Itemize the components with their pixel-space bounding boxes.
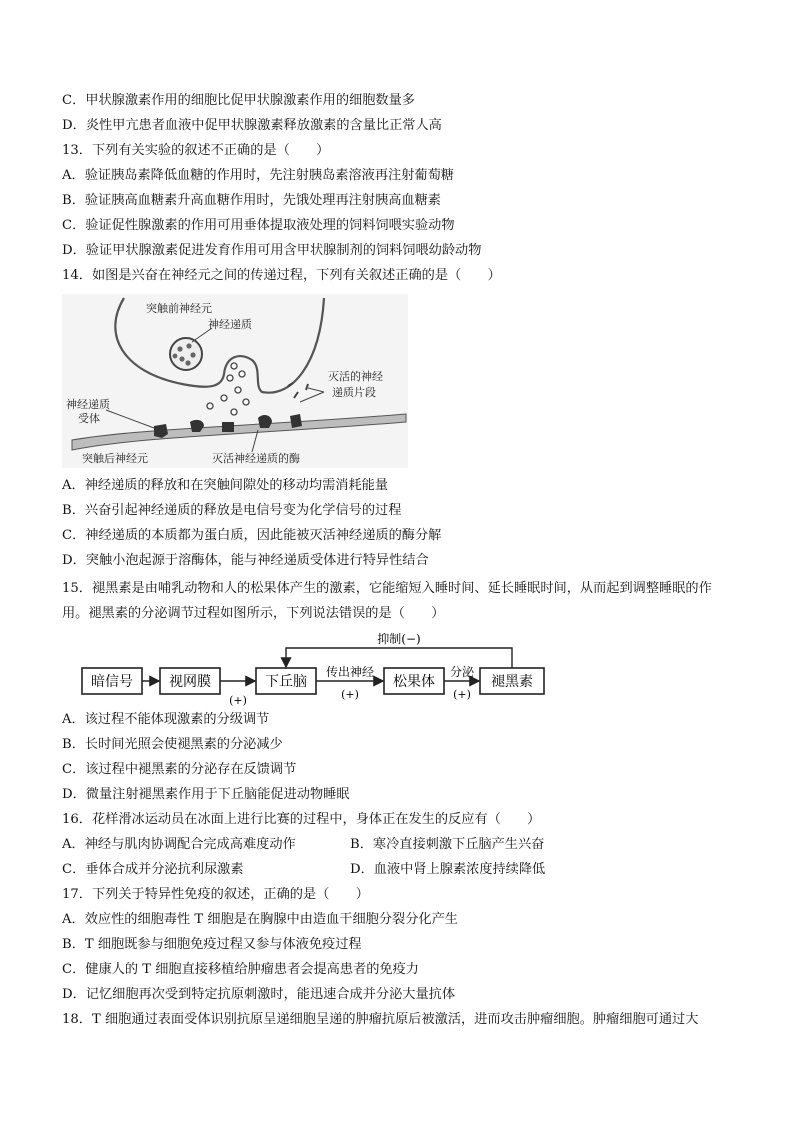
q16-option-d: D．血液中肾上腺素浓度持续降低: [350, 862, 546, 877]
q17-option-b: B．T 细胞既参与细胞免疫过程又参与体液免疫过程: [62, 937, 362, 952]
label-plus-1: (+): [229, 694, 247, 707]
label-receptor-1: 神经递质: [66, 398, 110, 411]
q18-stem: 18．T 细胞通过表面受体识别抗原呈递细胞呈递的肿瘤抗原后被激活，进而攻击肿瘤细胞。肿瘤细胞可通过大: [62, 1012, 699, 1027]
feedback-arrow: [286, 648, 512, 668]
synapse-diagram: [62, 294, 408, 468]
label-melatonin: 褪黑素: [491, 674, 533, 690]
q16-option-a: A．神经与肌肉协调配合完成高难度动作: [62, 837, 296, 852]
melatonin-flow-diagram: [62, 628, 562, 708]
q12-option-d: D．炎性甲亢患者血液中促甲状腺激素释放激素的含量比正常人高: [62, 118, 442, 133]
q16-option-b: B．寒冷直接刺激下丘脑产生兴奋: [350, 837, 545, 852]
label-fragment-2: 递质片段: [332, 386, 376, 399]
q14-option-a: A．神经递质的释放和在突触间隙处的移动均需消耗能量: [62, 478, 389, 493]
label-secretion: 分泌: [449, 665, 475, 679]
label-inhibition: 抑制(−): [377, 632, 421, 646]
label-hypothalamus: 下丘脑: [265, 674, 307, 690]
q13-option-a: A．验证胰岛素降低血糖的作用时，先注射胰岛素溶液再注射葡萄糖: [62, 168, 454, 183]
q15-option-a: A．该过程不能体现激素的分级调节: [62, 712, 270, 727]
label-fragment-1: 灭活的神经: [328, 370, 383, 383]
q15-option-c: C．该过程中褪黑素的分泌存在反馈调节: [62, 762, 297, 777]
q13-option-d: D．验证甲状腺激素促进发育作用可用含甲状腺制剂的饲料饲喂幼龄动物: [62, 243, 482, 258]
q17-option-a: A．效应性的细胞毒性 T 细胞是在胸腺中由造血干细胞分裂分化产生: [62, 912, 458, 927]
q14-option-d: D．突触小泡起源于溶酶体，能与神经递质受体进行特异性结合: [62, 553, 429, 568]
q14-option-c: C．神经递质的本质都为蛋白质，因此能被灭活神经递质的酶分解: [62, 528, 442, 543]
q14-stem: 14．如图是兴奋在神经元之间的传递过程，下列有关叙述正确的是（ ）: [62, 268, 501, 283]
label-presynaptic: 突触前神经元: [146, 302, 212, 315]
q13-option-c: C．验证促性腺激素的作用可用垂体提取液处理的饲料饲喂实验动物: [62, 218, 455, 233]
q14-option-b: B．兴奋引起神经递质的释放是电信号变为化学信号的过程: [62, 503, 402, 518]
q17-option-c: C．健康人的 T 细胞直接移植给肿瘤患者会提高患者的免疫力: [62, 962, 419, 977]
q16-stem: 16．花样滑冰运动员在冰面上进行比赛的过程中，身体正在发生的反应有（ ）: [62, 812, 541, 827]
label-pineal: 松果体: [393, 674, 435, 690]
q12-option-c: C．甲状腺激素作用的细胞比促甲状腺激素作用的细胞数量多: [62, 93, 415, 108]
q15-option-b: B．长时间光照会使褪黑素的分泌减少: [62, 737, 283, 752]
q13-option-b: B．验证胰高血糖素升高血糖作用时，先饿处理再注射胰高血糖素: [62, 193, 441, 208]
label-neurotransmitter: 神经递质: [208, 318, 252, 331]
label-retina: 视网膜: [169, 674, 211, 690]
label-dark-signal: 暗信号: [91, 674, 133, 690]
label-plus-2: (+): [341, 688, 359, 701]
q17-option-d: D．记忆细胞再次受到特定抗原刺激时，能迅速合成并分泌大量抗体: [62, 987, 456, 1002]
label-enzyme: 灭活神经递质的酶: [212, 452, 300, 465]
label-postsynaptic: 突触后神经元: [82, 452, 148, 465]
label-efferent-nerve: 传出神经: [325, 665, 375, 679]
q17-stem: 17．下列关于特异性免疫的叙述，正确的是（ ）: [62, 887, 369, 902]
label-plus-3: (+): [453, 688, 471, 701]
q13-stem: 13．下列有关实验的叙述不正确的是（ ）: [62, 143, 330, 158]
q15-stem: 15．褪黑素是由哺乳动物和人的松果体产生的激素，它能缩短入睡时间、延长睡眠时间，从而起到调整睡眠的作用。褪黑素的分泌调节过程如图所示，下列说法错误的是（ ）: [62, 581, 712, 621]
q16-option-c: C．垂体合成并分泌抗利尿激素: [62, 862, 244, 877]
label-receptor-2: 受体: [78, 412, 100, 425]
q15-option-d: D．微量注射褪黑素作用于下丘脑能促进动物睡眠: [62, 787, 350, 802]
